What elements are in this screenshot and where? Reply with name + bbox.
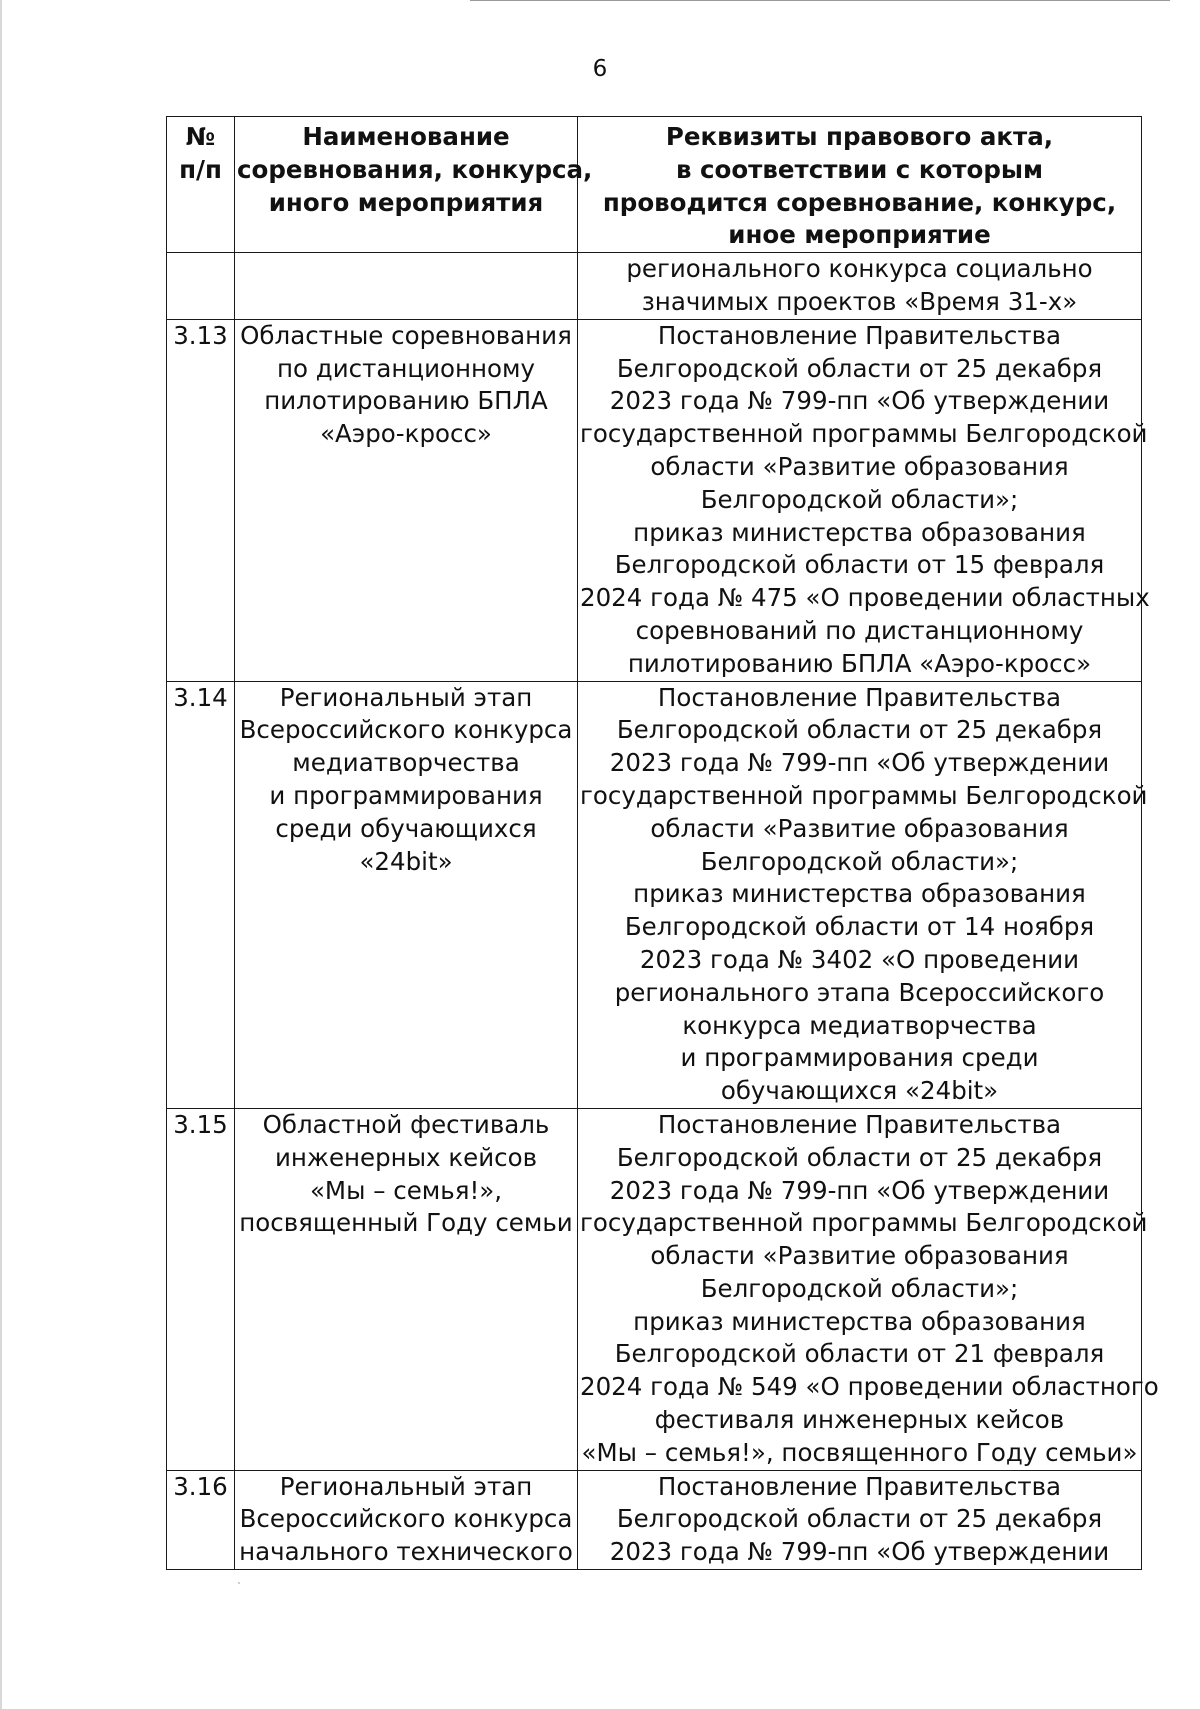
header-act-line: иное мероприятие	[728, 220, 991, 250]
header-name-line: иного мероприятия	[268, 187, 544, 217]
act-line: Постановление Правительства	[657, 1471, 1062, 1501]
act-line: регионального конкурса социально	[626, 254, 1093, 284]
row-num	[167, 253, 235, 320]
act-line: Белгородской области от 15 февраля	[614, 550, 1105, 580]
name-line: «Мы – семья!»,	[309, 1175, 503, 1205]
row-num: 3.16	[167, 1470, 235, 1569]
act-line: 2023 года № 3402 «О проведении	[639, 944, 1080, 974]
act-line: приказ министерства образования	[633, 879, 1086, 909]
scan-speck	[238, 1582, 240, 1584]
name-line: Областной фестиваль	[262, 1109, 550, 1139]
act-line: 2024 года № 475 «О проведении областных	[580, 583, 1150, 613]
act-line: Белгородской области»;	[700, 1273, 1019, 1303]
name-line: инженерных кейсов	[274, 1142, 538, 1172]
act-line: 2024 года № 549 «О проведении областного	[580, 1372, 1159, 1402]
act-line: Белгородской области»;	[700, 846, 1019, 876]
header-num-line: №	[185, 122, 216, 151]
row-act	[578, 253, 1142, 320]
act-line: государственной программы Белгородской	[580, 780, 1148, 810]
name-line: по дистанционному	[276, 353, 536, 383]
header-name	[235, 117, 593, 253]
act-line: соревнований по дистанционному	[635, 615, 1084, 645]
row-act	[578, 319, 1150, 681]
name-line: среди обучающихся	[275, 813, 537, 843]
act-line: 2023 года № 799-пп «Об утверждении	[609, 748, 1110, 778]
name-line: посвященный Году семьи	[239, 1208, 573, 1238]
name-line: пилотированию БПЛА	[264, 386, 548, 416]
row-name	[235, 1470, 578, 1569]
act-line: Белгородской области от 21 февраля	[614, 1339, 1105, 1369]
row-name	[235, 319, 578, 681]
name-line: начального технического	[239, 1537, 573, 1567]
act-line: области «Развитие образования	[650, 813, 1069, 843]
act-line: Белгородской области от 25 декабря	[616, 1504, 1103, 1534]
act-line: 2023 года № 799-пп «Об утверждении	[609, 386, 1110, 416]
row-act	[578, 1470, 1142, 1569]
table-row	[167, 1108, 1142, 1470]
header-name-line: соревнования, конкурса,	[237, 154, 593, 184]
row-num: 3.13	[167, 319, 235, 681]
header-act	[578, 117, 1142, 253]
act-line: «Мы – семья!», посвященного Году семьи»	[581, 1437, 1138, 1467]
header-num-line: п/п	[179, 154, 222, 184]
act-line: области «Развитие образования	[650, 451, 1069, 481]
act-line: обучающихся «24bit»	[720, 1076, 999, 1106]
name-line: Всероссийского конкурса	[239, 715, 573, 745]
act-line: Белгородской области от 25 декабря	[616, 1142, 1103, 1172]
act-line: Белгородской области»;	[700, 484, 1019, 514]
act-line: Постановление Правительства	[657, 320, 1062, 350]
table-row	[167, 1470, 1142, 1569]
name-line: Областные соревнования	[240, 320, 572, 350]
name-line: Региональный этап	[279, 1471, 533, 1501]
table-row	[167, 253, 1142, 320]
act-line: государственной программы Белгородской	[580, 419, 1148, 449]
row-name	[235, 253, 578, 320]
header-name-line: Наименование	[302, 122, 510, 151]
name-line: и программирования	[269, 780, 543, 810]
act-line: Постановление Правительства	[657, 1109, 1062, 1139]
header-act-line: в соответствии с которым	[675, 154, 1044, 184]
events-table	[166, 116, 1159, 1570]
table-header-row	[167, 117, 1142, 253]
header-num	[167, 117, 235, 253]
header-act-line: проводится соревнование, конкурс,	[602, 187, 1117, 217]
act-line: области «Развитие образования	[650, 1241, 1069, 1271]
act-line: пилотированию БПЛА «Аэро-кросс»	[627, 648, 1092, 678]
row-num: 3.14	[167, 681, 235, 1108]
act-line: фестиваля инженерных кейсов	[654, 1405, 1065, 1435]
act-line: государственной программы Белгородской	[580, 1208, 1148, 1238]
name-line: «Аэро-кросс»	[320, 419, 492, 449]
scan-top-edge	[470, 0, 1170, 1]
row-num: 3.15	[167, 1108, 235, 1470]
scan-left-edge	[0, 0, 2, 1709]
name-line: медиатворчества	[292, 748, 520, 778]
row-act	[578, 681, 1148, 1108]
row-name	[235, 1108, 578, 1470]
act-line: Белгородской области от 25 декабря	[616, 715, 1103, 745]
act-line: Постановление Правительства	[657, 682, 1062, 712]
act-line: и программирования среди	[680, 1043, 1039, 1073]
act-line: значимых проектов «Время 31-х»	[641, 286, 1078, 316]
name-line: Региональный этап	[279, 682, 533, 712]
act-line: приказ министерства образования	[633, 1306, 1086, 1336]
act-line: приказ министерства образования	[633, 517, 1086, 547]
act-line: 2023 года № 799-пп «Об утверждении	[609, 1537, 1110, 1567]
name-line: «24bit»	[359, 846, 453, 876]
act-line: конкурса медиатворчества	[682, 1010, 1037, 1040]
row-act	[578, 1108, 1159, 1470]
name-line: Всероссийского конкурса	[239, 1504, 573, 1534]
table-row	[167, 681, 1142, 1108]
act-line: Белгородской области от 25 декабря	[616, 353, 1103, 383]
act-line: регионального этапа Всероссийского	[614, 977, 1105, 1007]
act-line: Белгородской области от 14 ноября	[624, 912, 1095, 942]
act-line: 2023 года № 799-пп «Об утверждении	[609, 1175, 1110, 1205]
row-name	[235, 681, 578, 1108]
header-act-line: Реквизиты правового акта,	[665, 122, 1054, 151]
page-number: 6	[592, 56, 608, 82]
table-row	[167, 319, 1142, 681]
